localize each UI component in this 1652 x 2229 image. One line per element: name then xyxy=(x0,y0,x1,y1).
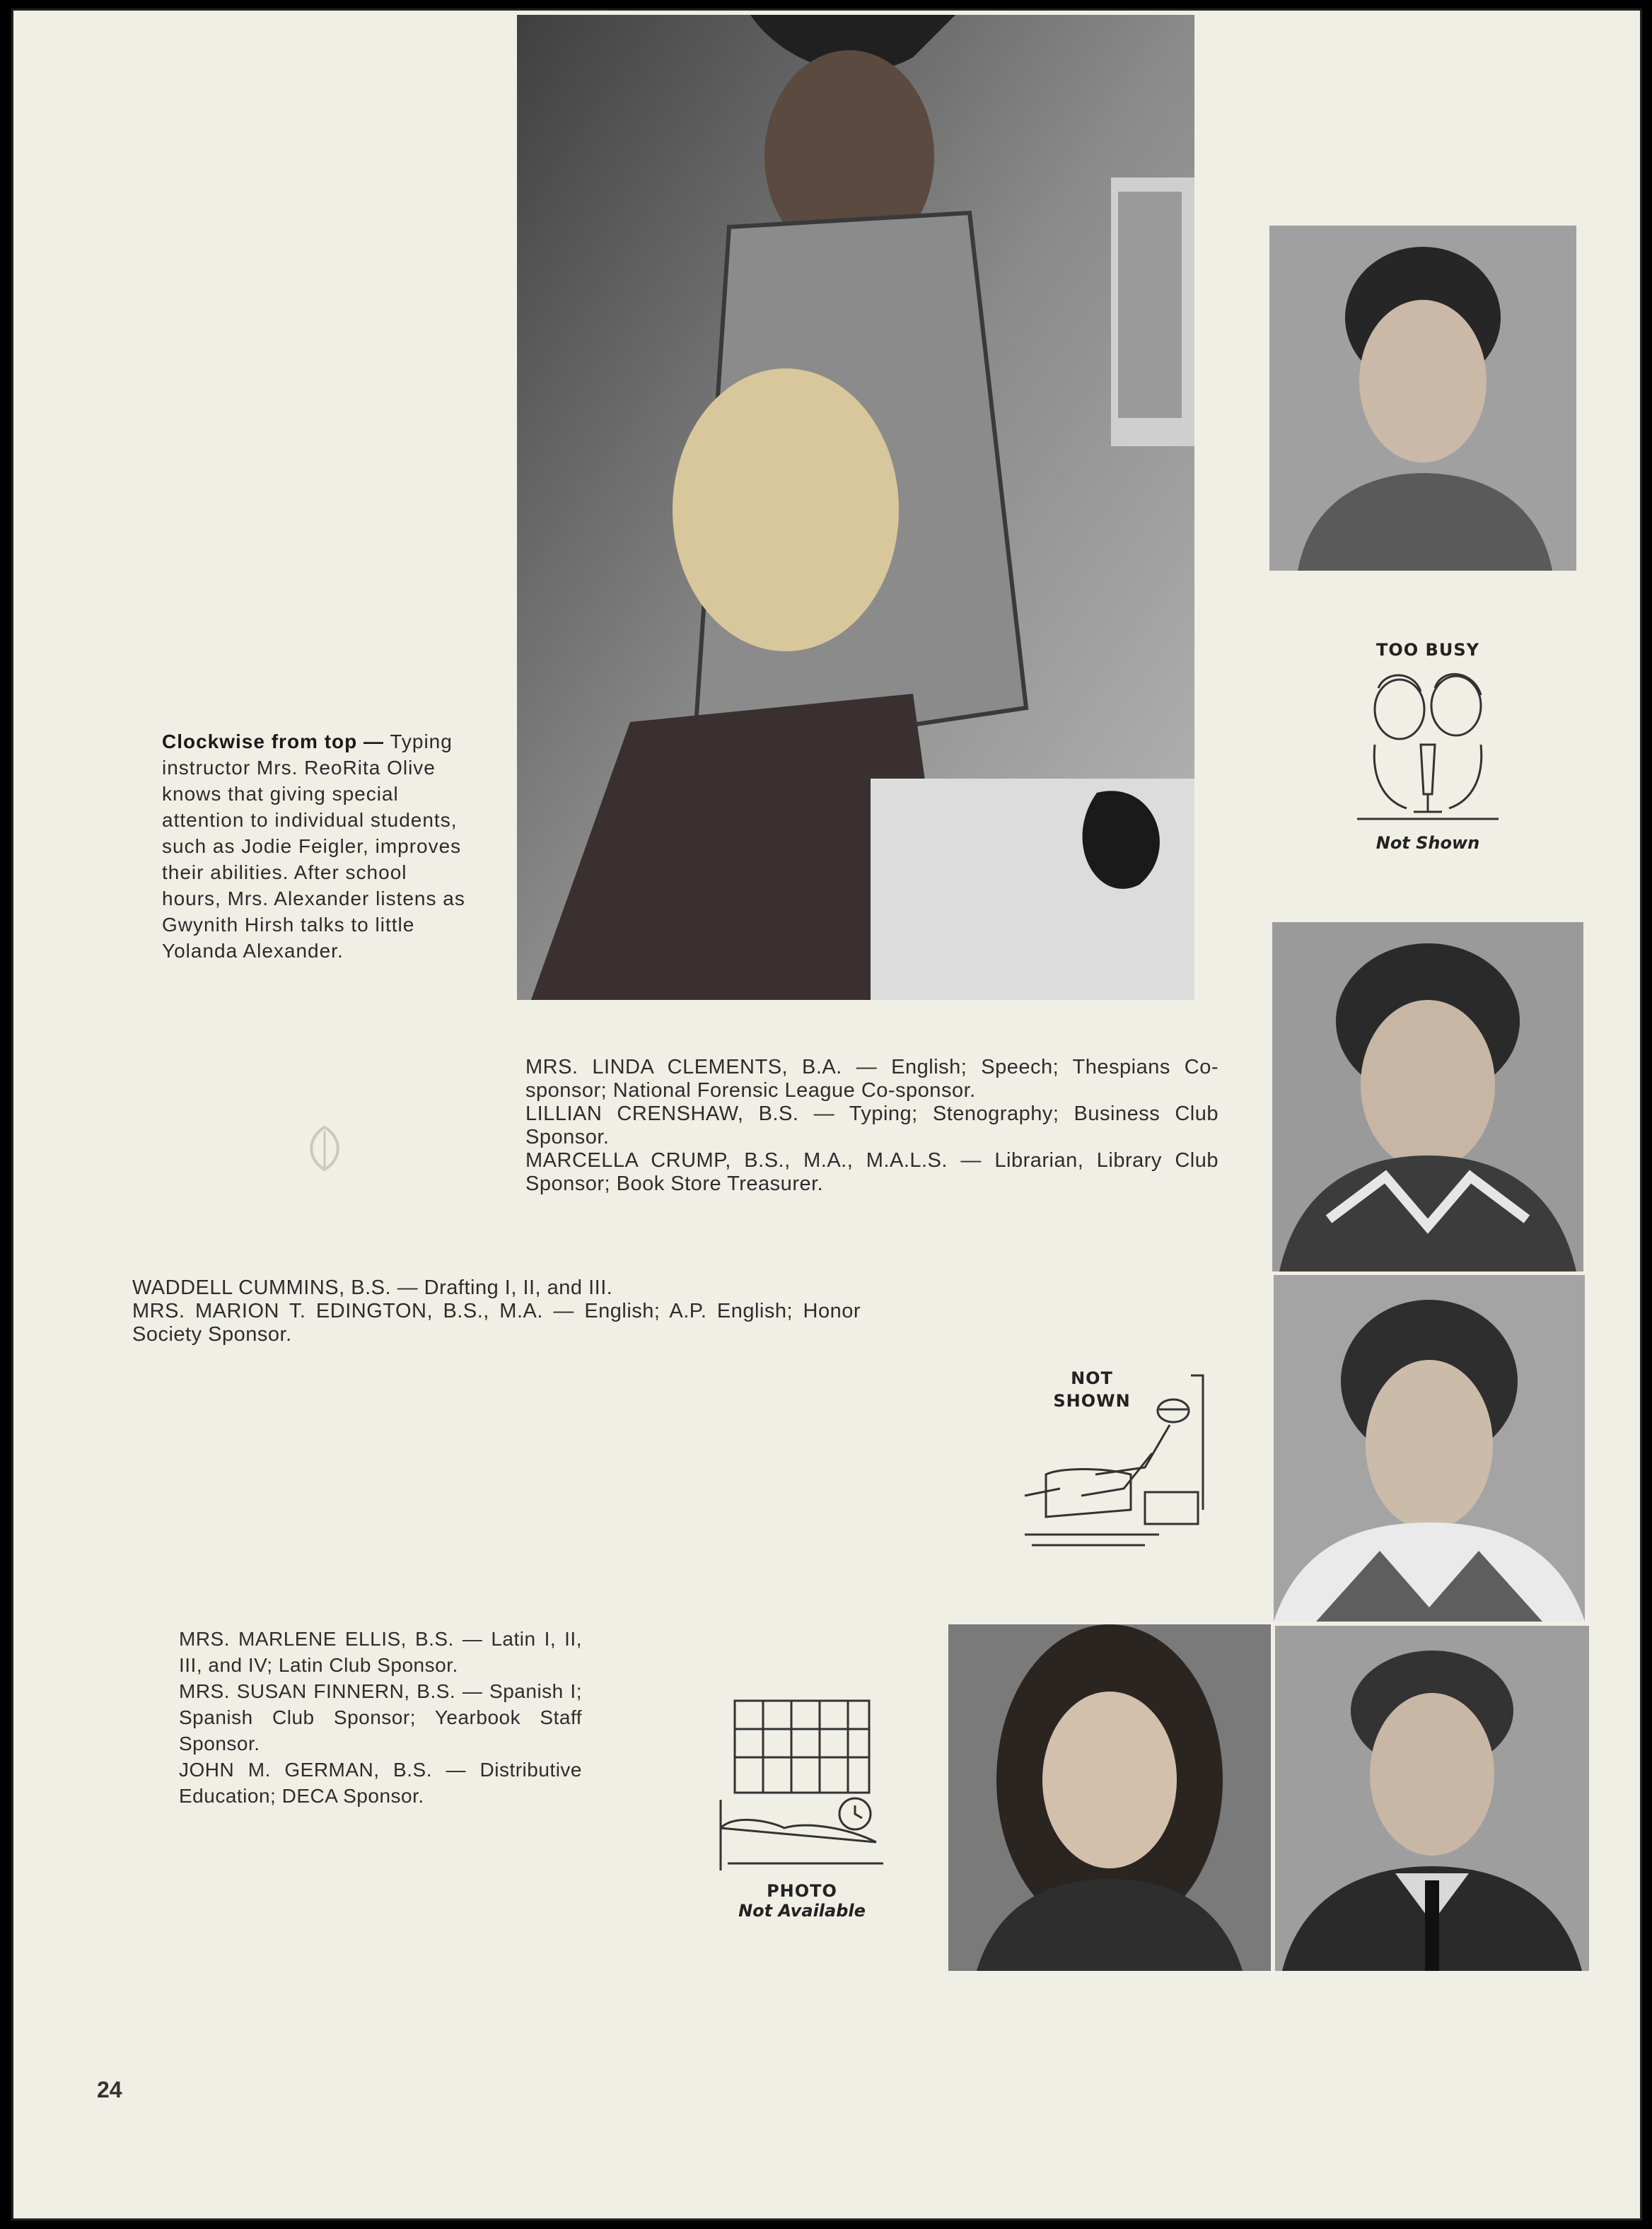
photo-label: PHOTO xyxy=(767,1881,837,1901)
too-busy-cartoon xyxy=(1343,640,1513,866)
faculty-entry: WADDELL CUMMINS, B.S. — Drafting I, II, and III. xyxy=(132,1276,613,1299)
caption-text: Typing instructor Mrs. ReoRita Olive knows that giving special attention to individual students, such as Jodie Feigler, improves their abilities. After school hours, Mrs. Alexander listens as Gwynith Hirsh talks to little Yolanda Alexander. xyxy=(162,731,465,962)
not-shown-label: NOT xyxy=(1071,1368,1113,1388)
faculty-entry: JOHN M. GERMAN, B.S. — Distributive Education; DECA Sponsor. xyxy=(179,1759,582,1807)
sleeping-icon xyxy=(706,1687,897,1878)
portrait-photo xyxy=(1269,226,1576,571)
faculty-list xyxy=(132,1276,861,1346)
classroom-photo xyxy=(517,15,1194,1000)
faculty-list xyxy=(525,1056,1218,1196)
fisherman-icon xyxy=(1018,1368,1223,1552)
faculty-list xyxy=(179,1626,582,1809)
photo-not-available-cartoon xyxy=(706,1687,897,1927)
portrait-photo xyxy=(948,1624,1271,1971)
not-shown-label: SHOWN xyxy=(1053,1391,1131,1411)
not-shown-cartoon xyxy=(1018,1368,1223,1552)
gossip-icon xyxy=(1343,660,1513,830)
portrait-photo xyxy=(1272,922,1583,1271)
faculty-entry: MRS. SUSAN FINNERN, B.S. — Spanish I; Spanish Club Sponsor; Yearbook Staff Sponsor. xyxy=(179,1680,582,1754)
faculty-entry: MRS. LINDA CLEMENTS, B.A. — English; Speech; Thespians Co-sponsor; National Forensic League Co-sponsor. xyxy=(525,1056,1218,1102)
too-busy-label: TOO BUSY xyxy=(1376,640,1479,660)
photo-caption xyxy=(162,728,466,964)
faculty-entry: LILLIAN CRENSHAW, B.S. — Typing; Stenography; Business Club Sponsor. xyxy=(525,1102,1218,1148)
portrait-photo xyxy=(1275,1626,1589,1971)
yearbook-page xyxy=(11,8,1642,2221)
photo-sub: Not Available xyxy=(738,1901,866,1921)
portrait-photo xyxy=(1274,1275,1585,1622)
faculty-entry: MRS. MARION T. EDINGTON, B.S., M.A. — English; A.P. English; Honor Society Sponsor. xyxy=(132,1300,861,1346)
faculty-entry: MRS. MARLENE ELLIS, B.S. — Latin I, II, III, and IV; Latin Club Sponsor. xyxy=(179,1628,582,1676)
page-number: 24 xyxy=(97,2077,122,2102)
leaf-icon xyxy=(303,1124,346,1173)
caption-lead: Clockwise from top — xyxy=(162,731,385,752)
too-busy-sub: Not Shown xyxy=(1375,833,1480,853)
faculty-entry: MARCELLA CRUMP, B.S., M.A., M.A.L.S. — Librarian, Library Club Sponsor; Book Store Treasurer. xyxy=(525,1149,1218,1195)
